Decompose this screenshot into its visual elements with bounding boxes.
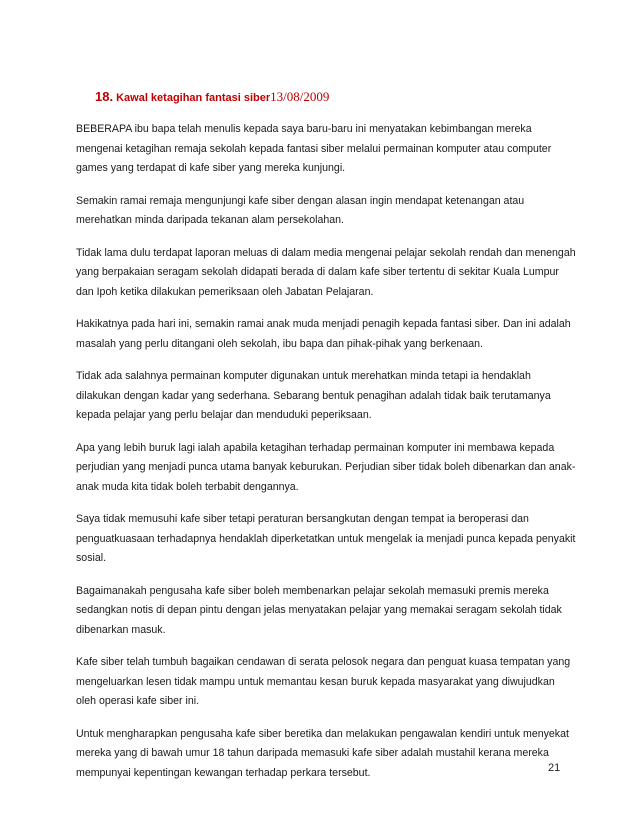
paragraph: Apa yang lebih buruk lagi ialah apabila ketagihan terhadap permainan komputer ini membawa kepada perjudian yang menjadi punca utama banyak keburukan. Perjudian siber tidak boleh dibenarkan dan anak-anak muda kita tidak boleh terbabit dengannya.	[76, 441, 576, 493]
article-title: Kawal ketagihan fantasi siber	[116, 92, 271, 104]
article-number: 18.	[95, 89, 114, 104]
paragraph: Bagaimanakah pengusaha kafe siber boleh membenarkan pelajar sekolah memasuki premis mereka sedangkan notis di depan pintu dengan jelas menyatakan pelajar yang memakai seragam sekolah tidak dibenarkan masuk.	[76, 584, 562, 636]
paragraph: Saya tidak memusuhi kafe siber tetapi peraturan bersangkutan dengan tempat ia beroperasi dan penguatkuasaan terhadapnya hendaklah diperketatkan untuk mengelak ia menjadi punca kepada penyakit sosial.	[76, 513, 576, 564]
article-date: 13/08/2009	[270, 89, 330, 104]
article-heading	[95, 88, 329, 106]
paragraph: Untuk mengharapkan pengusaha kafe siber beretika dan melakukan pengawalan kendiri untuk menyekat mereka yang di bawah umur 18 tahun daripada memasuki kafe siber adalah mustahil kerana mereka mempunyai kepentingan kewangan terhadap perkara tersebut.	[76, 727, 569, 779]
page-number: 21	[548, 762, 561, 774]
paragraph: Semakin ramai remaja mengunjungi kafe siber dengan alasan ingin mendapat ketenangan atau merehatkan minda daripada tekanan alam persekolahan.	[76, 194, 525, 226]
article-body	[76, 120, 576, 796]
paragraph: Tidak lama dulu terdapat laporan meluas di dalam media mengenai pelajar sekolah rendah dan menengah yang berpakaian seragam sekolah didapati berada di dalam kafe siber tertentu di sekitar Kuala Lumpur dan Ipoh ketika dilakukan pemeriksaan oleh Jabatan Pelajaran.	[76, 246, 576, 298]
paragraph: Tidak ada salahnya permainan komputer digunakan untuk merehatkan minda tetapi ia hendaklah dilakukan dengan kadar yang sederhana. Sebarang bentuk penagihan adalah tidak baik terutamanya kepada pelajar yang perlu belajar dan menduduki peperiksaan.	[76, 370, 551, 421]
paragraph: BEBERAPA ibu bapa telah menulis kepada saya baru-baru ini menyatakan kebimbangan mereka mengenai ketagihan remaja sekolah kepada fantasi siber melalui permainan komputer atau computer games yang terdapat di kafe siber yang mereka kunjungi.	[76, 123, 552, 174]
paragraph: Kafe siber telah tumbuh bagaikan cendawan di serata pelosok negara dan penguat kuasa tempatan yang mengeluarkan lesen tidak mampu untuk memantau kesan buruk kepada masyarakat yang diwujudkan oleh operasi kafe siber ini.	[76, 656, 571, 707]
paragraph: Hakikatnya pada hari ini, semakin ramai anak muda menjadi penagih kepada fantasi siber. Dan ini adalah masalah yang perlu ditangani oleh sekolah, ibu bapa dan pihak-pihak yang berkenaan.	[76, 318, 571, 350]
